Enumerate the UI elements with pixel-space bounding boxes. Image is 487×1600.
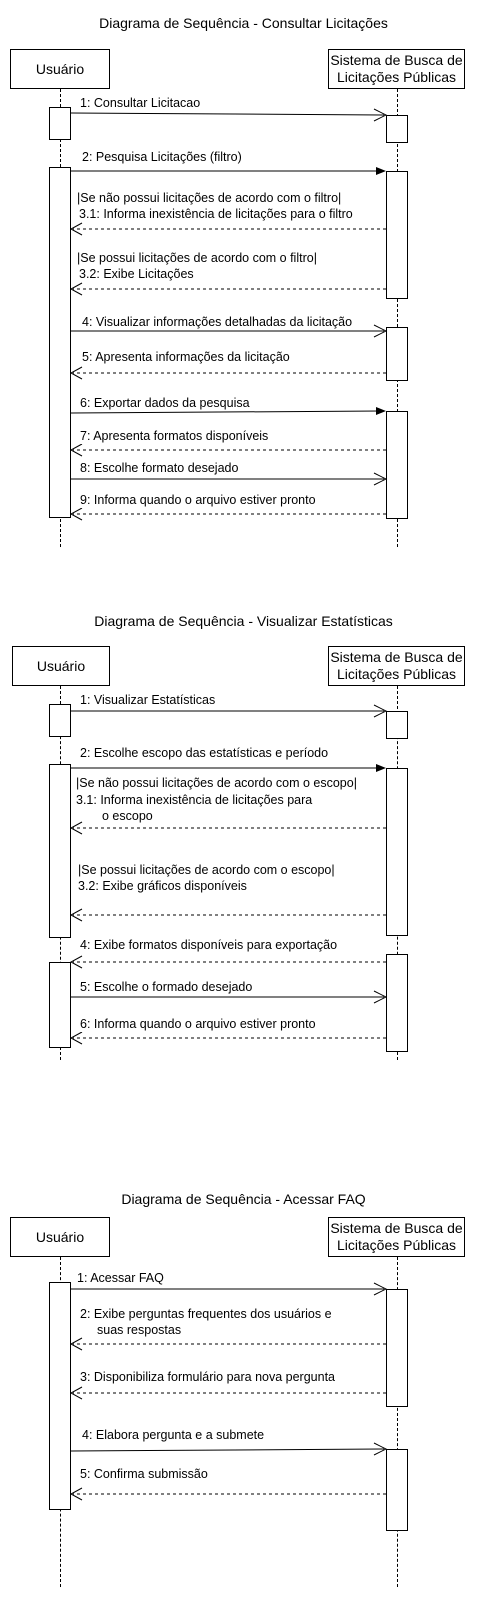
message-label: 1: Consultar Licitacao	[80, 96, 201, 110]
message-label: 5: Escolhe o formado desejado	[80, 980, 253, 994]
arrowhead-open	[71, 1387, 82, 1399]
actor-system-label-line1: Sistema de Busca de	[330, 649, 463, 665]
message-label: 8: Escolhe formato desejado	[80, 461, 239, 475]
actor-system-label-line2: Licitações Públicas	[336, 69, 457, 85]
message-label: 2: Exibe perguntas frequentes dos usuários e	[80, 1307, 332, 1321]
message-label: 4: Exibe formatos disponíveis para exportação	[80, 938, 338, 952]
diagram-title: Diagrama de Sequência - Consultar Licitações	[99, 15, 388, 31]
actor-system-label-line1: Sistema de Busca de	[330, 1220, 463, 1236]
message-label: 3.1: Informa inexistência de licitações para o filtro	[79, 207, 353, 221]
arrowhead-open	[71, 1338, 82, 1350]
message-label: 6: Informa quando o arquivo estiver pronto	[80, 1017, 316, 1031]
diagram-title: Diagrama de Sequência - Acessar FAQ	[121, 1191, 366, 1207]
message-label: 1: Visualizar Estatísticas	[80, 693, 216, 707]
diagram-title: Diagrama de Sequência - Visualizar Estatísticas	[94, 613, 393, 629]
message-label: 2: Pesquisa Licitações (filtro)	[82, 150, 242, 164]
actor-user: Usuário	[10, 1217, 110, 1257]
message-label: 3.2: Exibe gráficos disponíveis	[78, 879, 247, 893]
message-label: 4: Elabora pergunta e a submete	[82, 1428, 265, 1442]
message-label: 9: Informa quando o arquivo estiver pronto	[80, 493, 316, 507]
message-label: 7: Apresenta formatos disponíveis	[80, 429, 269, 443]
guard-condition: |Se possui licitações de acordo com o escopo|	[78, 863, 335, 877]
actor-system-label-line2: Licitações Públicas	[336, 666, 457, 682]
guard-condition: |Se não possui licitações de acordo com o escopo|	[76, 776, 357, 790]
message-label: 5: Confirma submissão	[80, 1467, 208, 1481]
message-label: 3.2: Exibe Licitações	[79, 267, 194, 281]
message-label-continuation: o escopo	[102, 809, 153, 823]
message-label-continuation: suas respostas	[97, 1323, 182, 1337]
actor-system-label-line1: Sistema de Busca de	[330, 52, 463, 68]
arrowhead-open	[71, 1488, 82, 1500]
message-label: 2: Escolhe escopo das estatísticas e período	[80, 746, 329, 760]
guard-condition: |Se não possui licitações de acordo com o filtro|	[77, 191, 342, 205]
message-arrow	[71, 1449, 384, 1451]
actor-user: Usuário	[10, 49, 110, 89]
guard-condition: |Se possui licitações de acordo com o filtro|	[77, 251, 317, 265]
message-label: 6: Exportar dados da pesquisa	[80, 396, 250, 410]
message-label: 4: Visualizar informações detalhadas da licitação	[82, 315, 353, 329]
actor-user: Usuário	[12, 646, 110, 686]
message-label: 1: Acessar FAQ	[77, 1271, 164, 1285]
message-label: 3.1: Informa inexistência de licitações para	[76, 793, 313, 807]
message-label: 3: Disponibiliza formulário para nova pergunta	[80, 1370, 336, 1384]
actor-system-label-line2: Licitações Públicas	[336, 1237, 457, 1253]
message-label: 5: Apresenta informações da licitação	[82, 350, 290, 364]
